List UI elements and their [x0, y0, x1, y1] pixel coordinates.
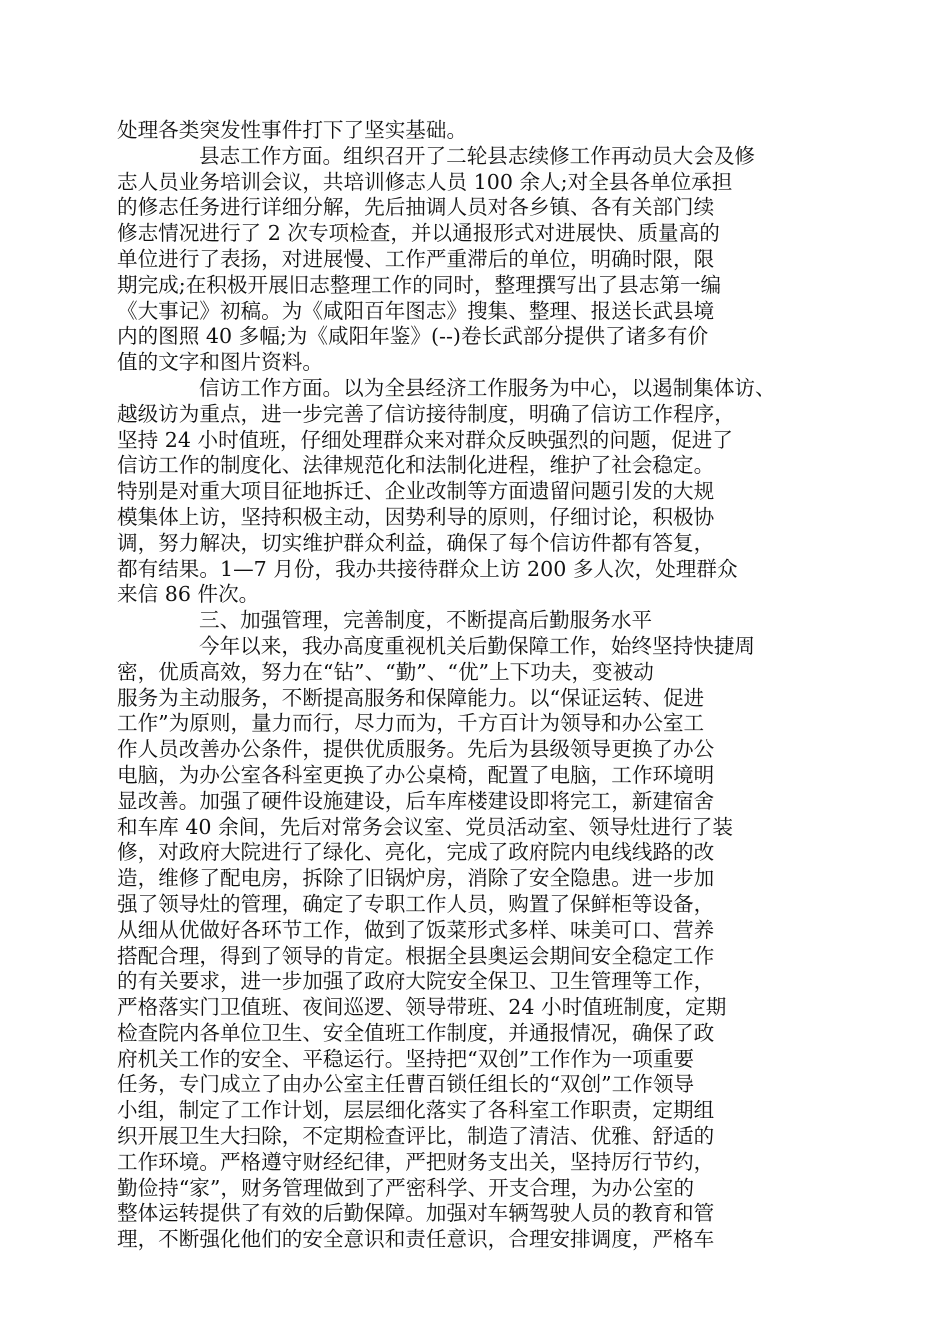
text-line: 理，不断强化他们的安全意识和责任意识，合理安排调度，严格车: [117, 1227, 715, 1252]
text-line: 《大事记》初稿。为《咸阳百年图志》搜集、整理、报送长武县境: [117, 298, 715, 323]
text-line: 修，对政府大院进行了绿化、亮化，完成了政府院内电线线路的改: [117, 840, 715, 865]
text-line: 服务为主动服务，不断提高服务和保障能力。以“保证运转、促进: [117, 685, 705, 710]
document-body: [117, 118, 817, 1253]
text-line: 单位进行了表扬，对进展慢、工作严重滞后的单位，明确时限，限: [117, 246, 715, 271]
text-line: 作人员改善办公条件，提供优质服务。先后为县级领导更换了办公: [117, 737, 715, 762]
text-line: 勤俭持“家”，财务管理做到了严密科学、开支合理，为办公室的: [117, 1175, 695, 1200]
text-line: 调，努力解决，切实维护群众利益，确保了每个信访件都有答复，: [117, 530, 715, 555]
text-line: 今年以来，我办高度重视机关后勤保障工作，始终坚持快捷周: [199, 633, 756, 658]
text-line: 和车库 40 余间，先后对常务会议室、党员活动室、领导灶进行了装: [117, 814, 733, 839]
text-line: 织开展卫生大扫除，不定期检查评比，制造了清洁、优雅、舒适的: [117, 1124, 715, 1149]
text-line: 都有结果。1—7 月份，我办共接待群众上访 200 多人次，处理群众: [117, 556, 738, 581]
text-line: 期完成;在积极开展旧志整理工作的同时，整理撰写出了县志第一编: [117, 272, 722, 297]
text-line: 修志情况进行了 2 次专项检查，并以通报形式对进展快、质量高的: [117, 221, 720, 246]
text-line: 显改善。加强了硬件设施建设，后车库楼建设即将完工，新建宿舍: [117, 788, 715, 813]
text-line: 内的图照 40 多幅;为《咸阳年鉴》(--)卷长武部分提供了诸多有价: [117, 324, 709, 349]
text-line: 任务，专门成立了由办公室主任曹百锁任组长的“双创”工作领导: [117, 1072, 695, 1097]
text-line: 搭配合理，得到了领导的肯定。根据全县奥运会期间安全稳定工作: [117, 943, 715, 968]
text-line: 三、加强管理，完善制度，不断提高后勤服务水平: [199, 608, 653, 633]
text-line: 的修志任务进行详细分解，先后抽调人员对各乡镇、各有关部门续: [117, 195, 715, 220]
text-line: 坚持 24 小时值班，仔细处理群众来对群众反映强烈的问题，促进了: [117, 427, 733, 452]
text-line: 值的文字和图片资料。: [117, 350, 323, 375]
text-line: 志人员业务培训会议，共培训修志人员 100 余人;对全县各单位承担: [117, 169, 733, 194]
text-line: 严格落实门卫值班、夜间巡逻、领导带班、24 小时值班制度，定期: [117, 995, 727, 1020]
text-line: 的有关要求，进一步加强了政府大院安全保卫、卫生管理等工作，: [117, 969, 715, 994]
text-line: 信访工作方面。以为全县经济工作服务为中心，以遏制集体访、: [199, 375, 776, 400]
text-line: 府机关工作的安全、平稳运行。坚持把“双创”工作作为一项重要: [117, 1046, 695, 1071]
text-line: 越级访为重点，进一步完善了信访接待制度，明确了信访工作程序，: [117, 401, 735, 426]
text-line: 从细从优做好各环节工作，做到了饭菜形式多样、味美可口、营养: [117, 917, 715, 942]
text-line: 电脑，为办公室各科室更换了办公桌椅，配置了电脑，工作环境明: [117, 762, 715, 787]
text-line: 模集体上访，坚持积极主动，因势利导的原则，仔细讨论，积极协: [117, 504, 715, 529]
text-line: 工作”为原则，量力而行，尽力而为，千方百计为领导和办公室工: [117, 711, 705, 736]
text-line: 工作环境。严格遵守财经纪律，严把财务支出关，坚持厉行节约，: [117, 1149, 715, 1174]
text-line: 信访工作的制度化、法律规范化和法制化进程，维护了社会稳定。: [117, 453, 715, 478]
text-line: 来信 86 件次。: [117, 582, 260, 607]
text-line: 县志工作方面。组织召开了二轮县志续修工作再动员大会及修: [199, 143, 756, 168]
text-line: 强了领导灶的管理，确定了专职工作人员，购置了保鲜柜等设备，: [117, 891, 715, 916]
text-line: 密，优质高效，努力在“钻”、“勤”、“优”上下功夫，变被动: [117, 659, 654, 684]
text-line: 整体运转提供了有效的后勤保障。加强对车辆驾驶人员的教育和管: [117, 1201, 715, 1226]
text-line: 检查院内各单位卫生、安全值班工作制度，并通报情况，确保了政: [117, 1020, 715, 1045]
text-line: 小组，制定了工作计划，层层细化落实了各科室工作职责，定期组: [117, 1098, 715, 1123]
text-line: 造，维修了配电房，拆除了旧锅炉房，消除了安全隐患。进一步加: [117, 866, 715, 891]
text-line: 处理各类突发性事件打下了坚实基础。: [117, 118, 468, 142]
text-line: 特别是对重大项目征地拆迁、企业改制等方面遗留问题引发的大规: [117, 479, 715, 504]
